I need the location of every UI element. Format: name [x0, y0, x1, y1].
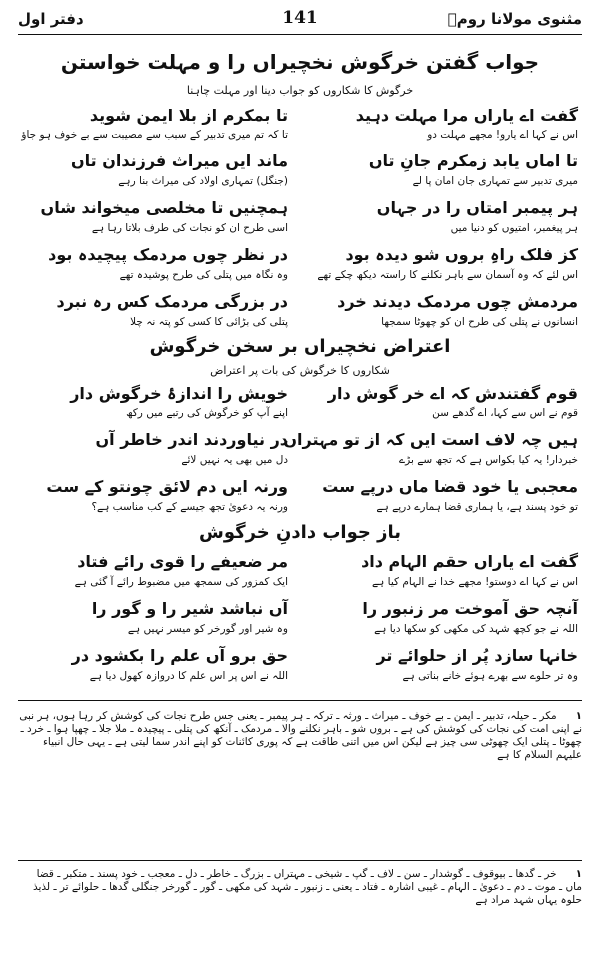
gloss-right: اس نے کہا اے دوستو! مجھے خدا نے الہام کیا ہے: [372, 576, 578, 588]
footnote-divider: [18, 860, 582, 861]
verse-right: گفت اے یاراں مرا مہلت دہید: [355, 106, 578, 125]
gloss-left: وہ نگاہ میں پتلی کی طرح پوشیدہ تھے: [119, 269, 288, 281]
verse-right: گفت اے یاراں حقم الہام داد: [361, 552, 578, 571]
gloss-right: اس لئے کہ وہ آسمان سے باہر نکلنے کا راستہ دیکھ چکے تھے: [317, 269, 578, 281]
gloss-right: تو خود پسند ہے، یا ہماری قضا ہمارے درپے ہے: [376, 501, 578, 513]
gloss-right: انسانوں نے پتلی کی طرح ان کو چھوٹا سمجھا: [381, 316, 578, 328]
verse-right: ہیں چہ لاف است ایں کہ از تو مہتراں: [283, 430, 578, 449]
gloss-right: ہر پیغمبر، امتیوں کو دنیا میں: [450, 222, 578, 234]
verse-right: مردمش چوں مردمک دیدند خرد: [337, 292, 578, 311]
verse-right: تا اماں یابد زمکرم جانِ تاں: [368, 151, 578, 170]
verse-right: ہر پیمبر امتاں را در جہاں: [376, 198, 578, 217]
footnote-mark: ۱: [575, 710, 582, 722]
verse-left: ماند ایں میراث فرزندان تاں: [71, 151, 288, 170]
verse-left: مر ضعیفے را قوی رائے فتاد: [77, 552, 288, 571]
footnote-text: مکر ـ حیلہ، تدبیر ـ ایمن ـ بے خوف ـ میراث ـ ورثہ ـ ترکہ ـ ہر پیمبر ـ یعنی جس طرح نجات کی کوشش کر رہا ہوں، ہر نبی نے اپنی امت کی نجات کی کوشش کی ہے ـ بروں شو ـ باہر نکلنے والا ـ مردمک ـ آنکھ کی پتلی ـ پیچیدہ ـ ملا جلا ـ چھپا ہوا ـ خرد ـ چھوٹا ـ پتلی ایک چھوٹی سی چیز ہے لیکن اس میں اتنی طاقت ہے کہ پوری کائنات کو اپنے اندر سما لیتی ہے ـ یہی حال انبیاء علیہم السلام کا ہے: [19, 710, 582, 762]
gloss-left: ایک کمزور کی سمجھ میں مضبوط رائے آ گئی ہے: [74, 576, 288, 588]
gloss-left: ورنہ یہ دعویٰ تجھ جیسے کے کب مناسب ہے؟: [91, 501, 288, 513]
header-rule: [18, 34, 582, 35]
gloss-left: پتلی کی بڑائی کا کسی کو پتہ نہ چلا: [130, 316, 288, 328]
gloss-left: (جنگل) تمہاری اولاد کی میراث بنا رہے: [118, 175, 288, 187]
verse-left: در نیاوردند اندر خاطر آں: [95, 430, 288, 449]
footnote-text: خر ـ گدھا ـ بیوقوف ـ گوشدار ـ سن ـ لاف ـ گپ ـ شیخی ـ مہتراں ـ بزرگ ـ خاطر ـ دل ـ معجب ـ خود پسند ـ متکبر ـ قضا ماں ـ موت ـ دم ـ دعویٰ ـ الہام ـ غیبی اشارہ ـ فتاد ـ یعنی ـ زنبور ـ شہد کی مکھی ـ گور ـ گورخر جنگلی گدھا ـ حلوائے تر ـ لذیذ حلوہ یہاں شہد مراد ہے: [32, 868, 582, 907]
verse-left: در بزرگی مردمک کس رہ نبرد: [56, 292, 288, 311]
page-header: [18, 8, 582, 32]
gloss-right: وہ تر حلوے سے بھرے ہوئے خانے بناتی ہے: [402, 670, 578, 682]
gloss-left: تا کہ تم میری تدبیر کے سبب سے مصیبت سے بے خوف ہو جاؤ: [21, 129, 288, 141]
verse-left: در نظر چوں مردمک پیچیدہ بود: [48, 245, 288, 264]
page-number: 141: [282, 8, 318, 28]
verse-right: معجبی یا خود قضا ماں درپے ست: [322, 477, 578, 496]
section1-title: جواب گفتن خرگوش نخچیراں را و مہلت خواستن: [60, 50, 540, 74]
section3-title: باز جواب دادنِ خرگوش: [199, 522, 401, 543]
verse-left: ورنہ ایں دم لائق چونتو کے ست: [46, 477, 288, 496]
verse-left: ہمچنیں تا مخلصی میخواند شاں: [40, 198, 288, 217]
verse-left: تا بمکرم از بلا ایمن شوید: [89, 106, 288, 125]
footnote: [18, 710, 582, 763]
volume-title: دفتر اول: [18, 10, 84, 28]
gloss-left: دل میں بھی یہ نہیں لائے: [181, 454, 288, 466]
verse-left: حق برو آں علم را بکشود در: [71, 646, 288, 665]
verse-right: کز فلک راہِ بروں شو دیدہ بود: [345, 245, 578, 264]
section1-subtitle: خرگوش کا شکاروں کو جواب دینا اور مہلت چاہنا: [186, 84, 414, 97]
gloss-right: قوم نے اس سے کہا، اے گدھے سن: [432, 407, 578, 419]
book-title: مثنوی مولانا رومؒ: [447, 10, 582, 28]
gloss-left: اپنے آپ کو خرگوش کی رتبے میں رکھ: [126, 407, 288, 419]
verse-right: آنچہ حق آموخت مر زنبور را: [362, 599, 578, 618]
gloss-right: اس نے کہا اے یارو! مجھے مہلت دو: [427, 129, 578, 141]
gloss-left: اللہ نے اس پر اس علم کا دروازہ کھول دیا ہے: [89, 670, 288, 682]
verse-left: خویش را اندازۂ خرگوش دار: [70, 384, 288, 403]
gloss-left: اسی طرح ان کو نجات کی طرف بلاتا رہا ہے: [91, 222, 288, 234]
gloss-right: میری تدبیر سے تمہاری جان امان پا لے: [412, 175, 578, 187]
footnote-rule: [18, 700, 582, 701]
footnote-mark: ۱: [575, 868, 582, 880]
gloss-right: اللہ نے جو کچھ شہد کی مکھی کو سکھا دیا ہے: [374, 623, 578, 635]
section2-subtitle: شکاروں کا خرگوش کی بات پر اعتراض: [210, 364, 390, 377]
verse-right: قوم گفتندش کہ اے خر گوش دار: [327, 384, 578, 403]
footnote: [18, 868, 582, 907]
section2-title: اعتراض نخچیراں بر سخن خرگوش: [149, 336, 451, 357]
gloss-left: وہ شیر اور گورخر کو میسر نہیں ہے: [127, 623, 288, 635]
verse-left: آں نباشد شیر را و گور را: [91, 599, 288, 618]
verse-right: خانہا سازد پُر از حلوائے تر: [376, 646, 578, 665]
gloss-right: خبردار! یہ کیا بکواس ہے کہ تجھ سے بڑے: [399, 454, 578, 466]
